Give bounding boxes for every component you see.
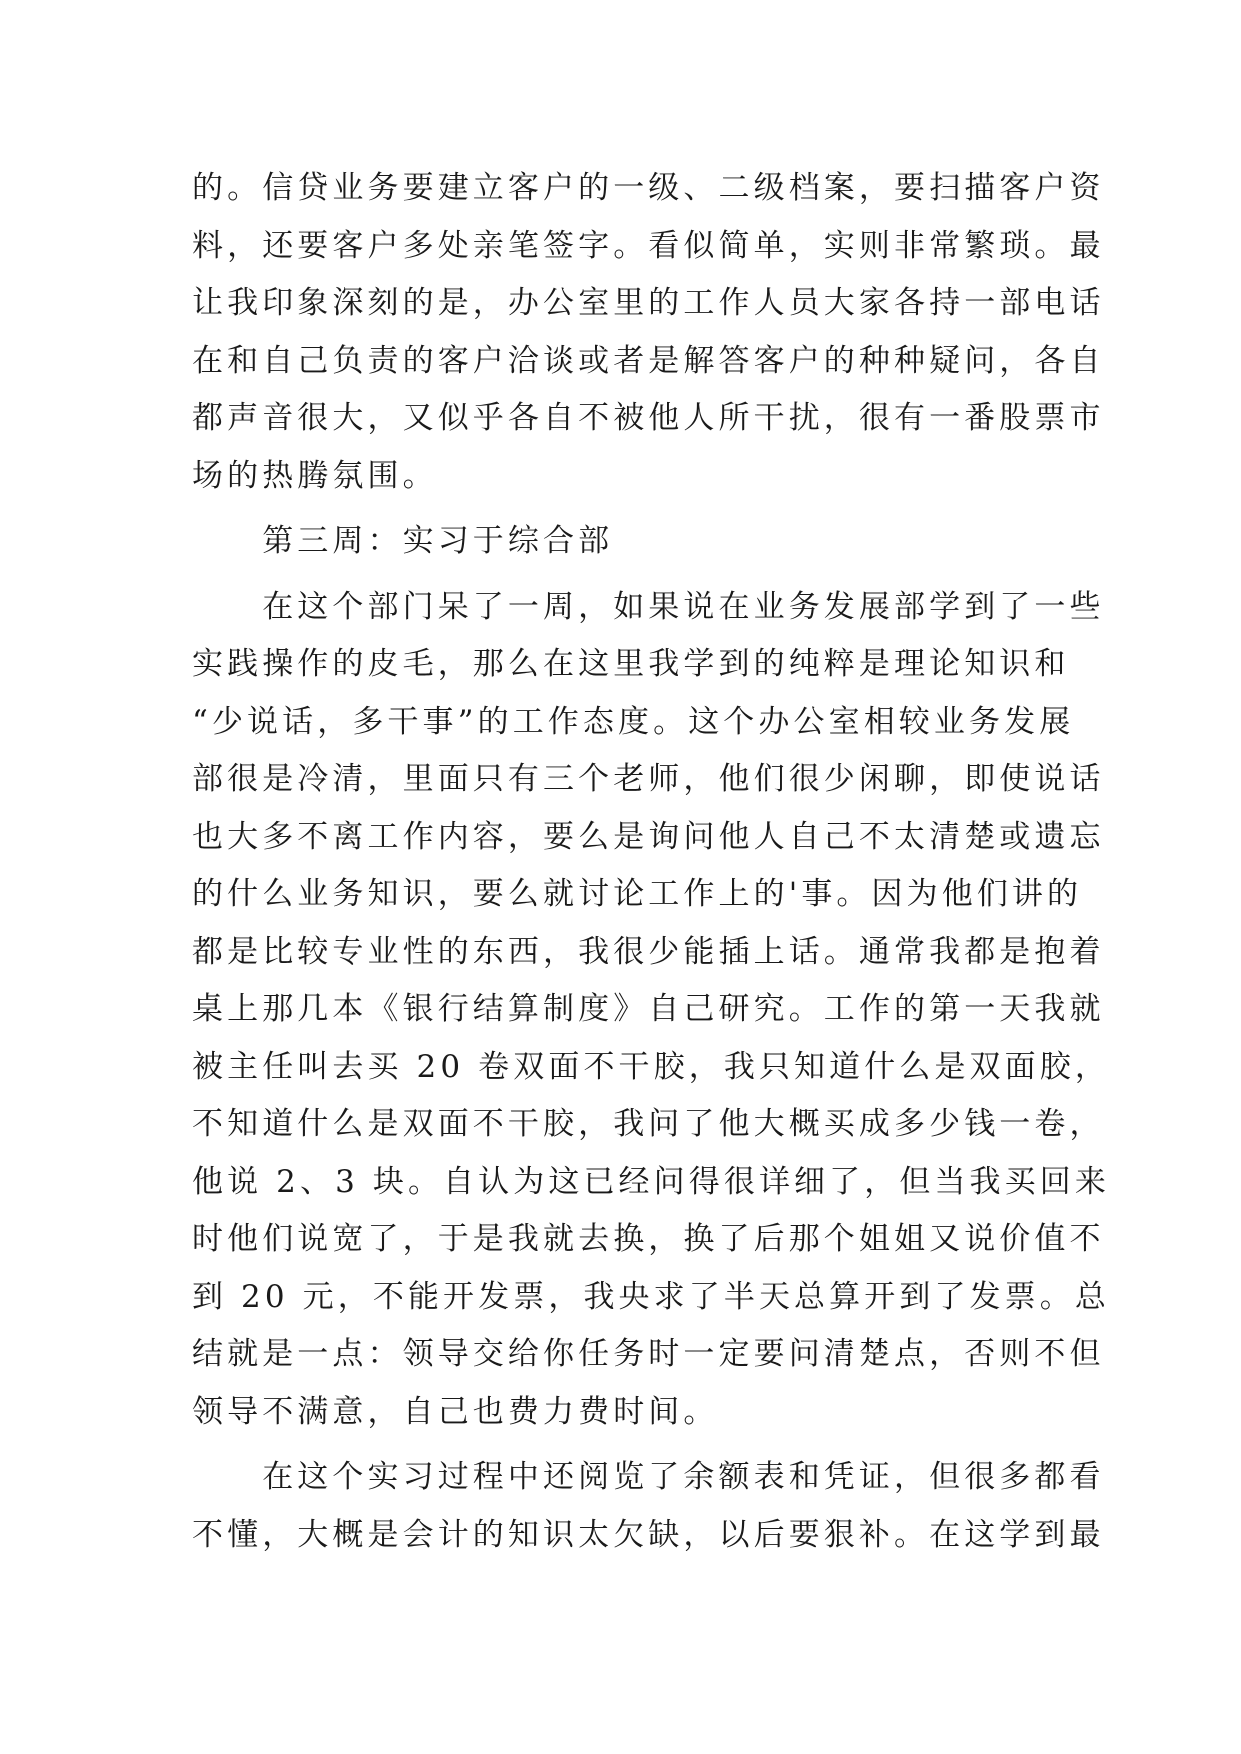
text-line: 都是比较专业性的东西，我很少能插上话。通常我都是抱着 — [192, 933, 1105, 970]
text-line: 领导不满意，自己也费力费时间。 — [192, 1393, 719, 1430]
text-line: 实践操作的皮毛，那么在这里我学到的纯粹是理论知识和 — [192, 646, 1070, 682]
text-line: 桌上那几本《银行结算制度》自己研究。工作的第一天我就 — [192, 991, 1105, 1027]
document-body — [192, 160, 1110, 1564]
text-line: 不知道什么是双面不干胶，我问了他大概买成多少钱一卷， — [192, 1106, 1105, 1142]
text-line: 在和自己负责的客户洽谈或者是解答客户的种种疑问，各自 — [192, 342, 1105, 379]
text-line: 的。信贷业务要建立客户的一级、二级档案，要扫描客户资 — [192, 170, 1105, 206]
text-line: 时他们说宽了，于是我就去换，换了后那个姐姐又说价值不 — [192, 1221, 1105, 1257]
text-line: 的什么业务知识，要么就讨论工作上的'事。因为他们讲的 — [192, 876, 1083, 912]
text-line: 到 20 元，不能开发票，我央求了半天总算开到了发票。总 — [192, 1278, 1110, 1315]
text-line: 场的热腾氛围。 — [192, 457, 438, 494]
section-heading: 第三周：实习于综合部 — [192, 523, 614, 559]
text-line: 在这个部门呆了一周，如果说在业务发展部学到了一些 — [192, 588, 1105, 625]
text-line: 都声音很大，又似乎各自不被他人所干扰，很有一番股票市 — [192, 400, 1105, 436]
text-line: “少说话，多干事”的工作态度。这个办公室相较业务发展 — [192, 703, 1075, 740]
text-line: 也大多不离工作内容，要么是询问他人自己不太清楚或遗忘 — [192, 818, 1105, 855]
text-line: 他说 2、3 块。自认为这已经问得很详细了，但当我买回来 — [192, 1163, 1110, 1200]
text-line: 被主任叫去买 20 卷双面不干胶，我只知道什么是双面胶， — [192, 1048, 1110, 1085]
text-line: 部很是冷清，里面只有三个老师，他们很少闲聊，即使说话 — [192, 761, 1105, 797]
text-line: 让我印象深刻的是，办公室里的工作人员大家各持一部电话 — [192, 285, 1105, 321]
text-line: 结就是一点：领导交给你任务时一定要问清楚点，否则不但 — [192, 1336, 1105, 1372]
text-line: 在这个实习过程中还阅览了余额表和凭证，但很多都看 — [192, 1459, 1105, 1495]
text-line: 不懂，大概是会计的知识太欠缺，以后要狠补。在这学到最 — [192, 1516, 1105, 1553]
text-line: 料，还要客户多处亲笔签字。看似简单，实则非常繁琐。最 — [192, 227, 1105, 264]
